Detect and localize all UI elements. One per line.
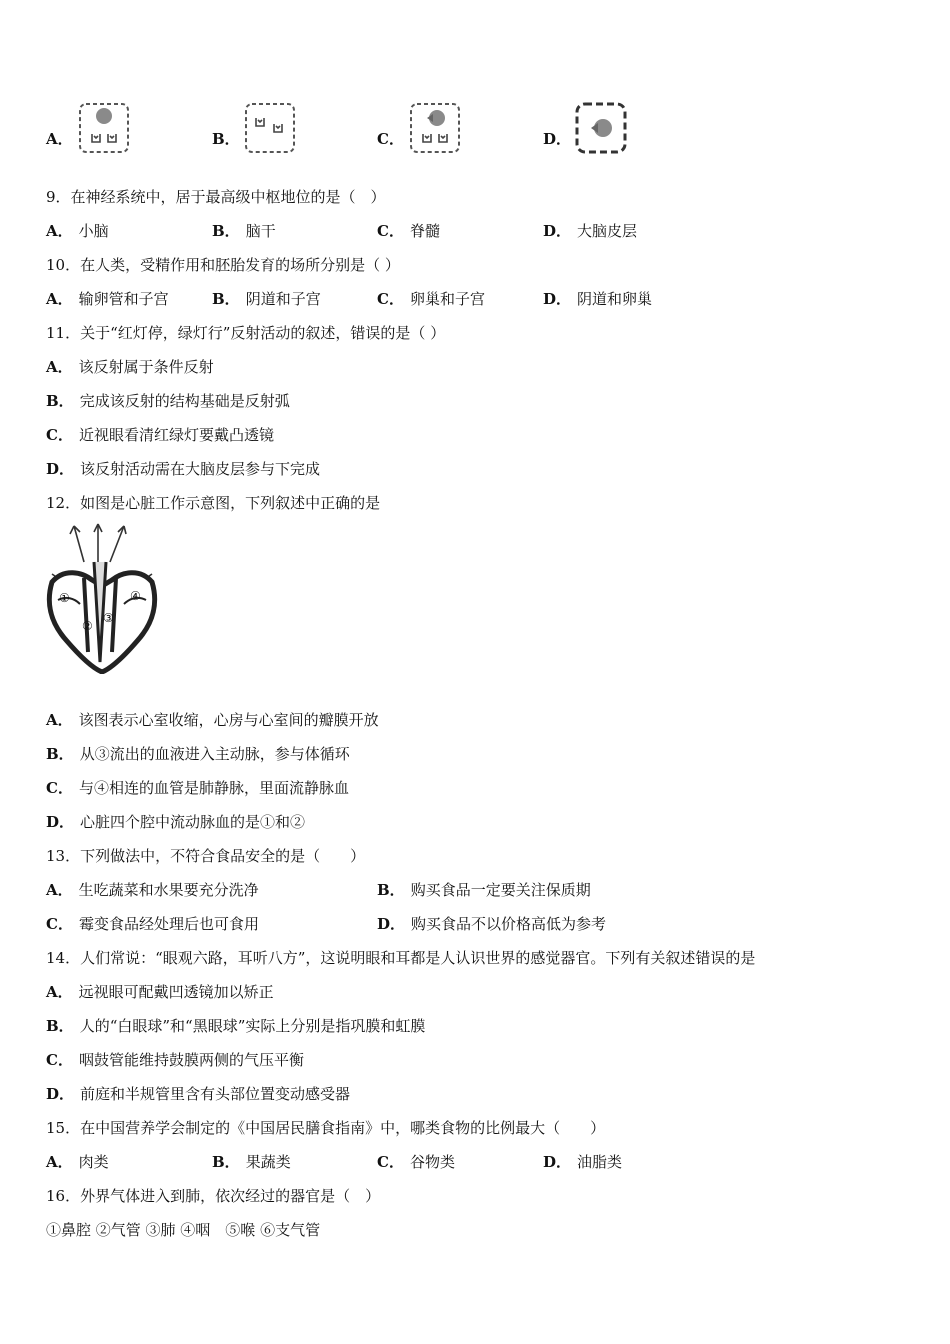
q15-stem: 15．在中国营养学会制定的《中国居民膳食指南》中，哪类食物的比例最大（ ） bbox=[46, 1119, 606, 1137]
option-label: D． bbox=[377, 915, 406, 933]
q12-option-c[interactable] bbox=[46, 778, 349, 798]
q11-stem: 11．关于“红灯停，绿灯行”反射活动的叙述，错误的是（ ） bbox=[46, 324, 446, 342]
option-text: 该反射属于条件反射 bbox=[78, 358, 214, 376]
option-text: 阴道和子宫 bbox=[245, 290, 321, 308]
q13-option-b[interactable] bbox=[377, 880, 591, 900]
option-label: B． bbox=[212, 130, 240, 148]
option-text: 油脂类 bbox=[577, 1153, 623, 1171]
q10-option-a[interactable] bbox=[46, 289, 169, 309]
option-label: B． bbox=[212, 290, 240, 308]
option-label: C． bbox=[377, 222, 404, 240]
option-text: 从③流出的血液进入主动脉，参与体循环 bbox=[79, 745, 350, 763]
q12-option-b[interactable] bbox=[46, 744, 350, 764]
q10-option-b[interactable] bbox=[212, 289, 321, 309]
option-text: 咽鼓管能维持鼓膜两侧的气压平衡 bbox=[78, 1051, 304, 1069]
option-label: A． bbox=[46, 983, 73, 1001]
q15-option-b[interactable] bbox=[212, 1152, 291, 1172]
cell-diagram-a-icon bbox=[76, 100, 132, 156]
option-label: C． bbox=[377, 1153, 404, 1171]
option-label: D． bbox=[46, 813, 75, 831]
option-label: B． bbox=[377, 881, 405, 899]
q9-option-a[interactable] bbox=[46, 221, 109, 241]
q13-stem: 13．下列做法中，不符合食品安全的是（ ） bbox=[46, 847, 366, 865]
q10-stem: 10．在人类，受精作用和胚胎发育的场所分别是（ ） bbox=[46, 256, 400, 274]
heart-label-2: ② bbox=[82, 619, 93, 633]
option-label: C． bbox=[46, 1051, 73, 1069]
option-text: 果蔬类 bbox=[245, 1153, 291, 1171]
option-label: B． bbox=[46, 1017, 74, 1035]
option-text: 完成该反射的结构基础是反射弧 bbox=[79, 392, 290, 410]
option-label: A． bbox=[46, 130, 73, 148]
option-label: A． bbox=[46, 222, 73, 240]
option-label: A． bbox=[46, 881, 73, 899]
heart-diagram bbox=[44, 522, 160, 674]
option-label: D． bbox=[543, 130, 572, 148]
q9-stem: 9．在神经系统中，居于最高级中枢地位的是（ ） bbox=[46, 188, 386, 206]
q11-option-c[interactable] bbox=[46, 425, 274, 445]
option-text: 霉变食品经处理后也可食用 bbox=[78, 915, 259, 933]
option-text: 远视眼可配戴凹透镜加以矫正 bbox=[78, 983, 274, 1001]
q9-option-d[interactable] bbox=[543, 221, 637, 241]
option-label: C． bbox=[46, 779, 73, 797]
option-label: C． bbox=[377, 290, 404, 308]
option-label: D． bbox=[543, 222, 572, 240]
q11-option-b[interactable] bbox=[46, 391, 290, 411]
q15-option-c[interactable] bbox=[377, 1152, 455, 1172]
option-text: 生吃蔬菜和水果要充分洗净 bbox=[78, 881, 259, 899]
q12-option-a[interactable] bbox=[46, 710, 379, 730]
q11-option-a[interactable] bbox=[46, 357, 214, 377]
q13-option-c[interactable] bbox=[46, 914, 259, 934]
option-label: B． bbox=[46, 392, 74, 410]
q15-option-d[interactable] bbox=[543, 1152, 622, 1172]
heart-label-4: ④ bbox=[130, 589, 141, 603]
option-text: 卵巢和子宫 bbox=[409, 290, 485, 308]
option-text: 大脑皮层 bbox=[577, 222, 638, 240]
q11-option-d[interactable] bbox=[46, 459, 320, 479]
option-label: A． bbox=[46, 290, 73, 308]
option-text: 心脏四个腔中流动脉血的是①和② bbox=[80, 813, 306, 831]
option-text: 脑干 bbox=[245, 222, 276, 240]
option-text: 与④相连的血管是肺静脉，里面流静脉血 bbox=[78, 779, 349, 797]
option-text: 购买食品不以价格高低为参考 bbox=[411, 915, 607, 933]
q16-items: ①鼻腔 ②气管 ③肺 ④咽 ⑤喉 ⑥支气管 bbox=[46, 1221, 321, 1239]
option-label: D． bbox=[543, 290, 572, 308]
q14-stem: 14．人们常说：“眼观六路，耳听八方”，这说明眼和耳都是人认识世界的感觉器官。下列有关叙述错误的是 bbox=[46, 949, 756, 967]
heart-label-3: ③ bbox=[103, 611, 114, 625]
q16-stem: 16．外界气体进入到肺，依次经过的器官是（ ） bbox=[46, 1187, 381, 1205]
option-text: 阴道和卵巢 bbox=[577, 290, 653, 308]
option-text: 前庭和半规管里含有头部位置变动感受器 bbox=[80, 1085, 351, 1103]
option-label: D． bbox=[543, 1153, 572, 1171]
q13-option-d[interactable] bbox=[377, 914, 606, 934]
heart-label-1: ① bbox=[59, 591, 70, 605]
option-text: 小脑 bbox=[78, 222, 109, 240]
cell-diagram-c-icon bbox=[407, 100, 463, 156]
option-text: 购买食品一定要关注保质期 bbox=[410, 881, 591, 899]
option-label: C． bbox=[46, 915, 73, 933]
q12-stem: 12．如图是心脏工作示意图，下列叙述中正确的是 bbox=[46, 494, 381, 512]
option-text: 该反射活动需在大脑皮层参与下完成 bbox=[80, 460, 321, 478]
cell-diagram-b-icon bbox=[242, 100, 298, 156]
option-label: B． bbox=[212, 1153, 240, 1171]
q15-option-a[interactable] bbox=[46, 1152, 109, 1172]
option-label: C． bbox=[46, 426, 73, 444]
q14-option-a[interactable] bbox=[46, 982, 274, 1002]
option-text: 人的“白眼球”和“黑眼球”实际上分别是指巩膜和虹膜 bbox=[79, 1017, 426, 1035]
q14-option-c[interactable] bbox=[46, 1050, 304, 1070]
cell-diagram-d-icon bbox=[573, 100, 629, 156]
q9-option-c[interactable] bbox=[377, 221, 440, 241]
option-text: 输卵管和子宫 bbox=[78, 290, 169, 308]
option-label: A． bbox=[46, 1153, 73, 1171]
option-label: C． bbox=[377, 130, 404, 148]
option-text: 近视眼看清红绿灯要戴凸透镜 bbox=[78, 426, 274, 444]
option-label: B． bbox=[212, 222, 240, 240]
option-label: D． bbox=[46, 460, 75, 478]
q13-option-a[interactable] bbox=[46, 880, 259, 900]
q9-option-b[interactable] bbox=[212, 221, 276, 241]
q10-option-d[interactable] bbox=[543, 289, 652, 309]
option-label: A． bbox=[46, 711, 73, 729]
option-label: B． bbox=[46, 745, 74, 763]
option-text: 该图表示心室收缩，心房与心室间的瓣膜开放 bbox=[78, 711, 379, 729]
option-text: 谷物类 bbox=[409, 1153, 455, 1171]
option-label: D． bbox=[46, 1085, 75, 1103]
q14-option-d[interactable] bbox=[46, 1084, 350, 1104]
q10-option-c[interactable] bbox=[377, 289, 485, 309]
option-text: 肉类 bbox=[78, 1153, 109, 1171]
option-label: A． bbox=[46, 358, 73, 376]
q14-option-b[interactable] bbox=[46, 1016, 425, 1036]
option-text: 脊髓 bbox=[409, 222, 440, 240]
q12-option-d[interactable] bbox=[46, 812, 305, 832]
